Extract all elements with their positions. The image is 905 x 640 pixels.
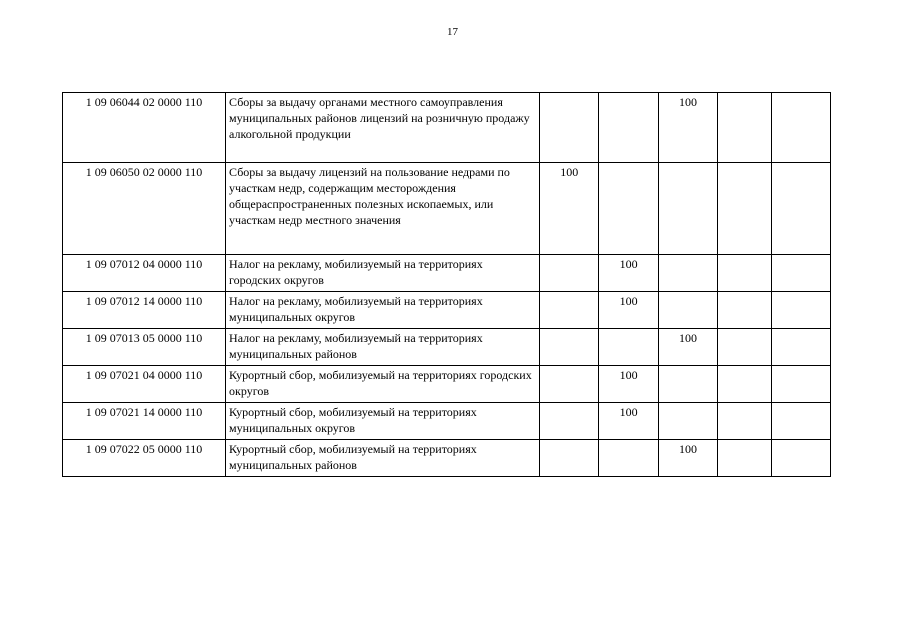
budget-code-cell: 1 09 06044 02 0000 110 — [63, 93, 226, 163]
share-cell-5 — [771, 93, 830, 163]
share-cell-3: 100 — [658, 93, 717, 163]
revenue-name-cell: Налог на рекламу, мобилизуемый на территориях муниципальных округов — [226, 292, 540, 329]
share-cell-4 — [718, 93, 771, 163]
table-row — [63, 440, 831, 477]
share-cell-4 — [718, 255, 771, 292]
share-cell-5 — [771, 163, 830, 255]
table-row — [63, 163, 831, 255]
share-cell-2 — [599, 163, 658, 255]
share-cell-4 — [718, 440, 771, 477]
share-cell-4 — [718, 163, 771, 255]
share-cell-3 — [658, 255, 717, 292]
share-cell-5 — [771, 329, 830, 366]
table-row — [63, 403, 831, 440]
table-row — [63, 329, 831, 366]
share-cell-1 — [540, 292, 599, 329]
share-cell-2: 100 — [599, 255, 658, 292]
share-cell-1 — [540, 440, 599, 477]
share-cell-3 — [658, 163, 717, 255]
revenue-name-cell: Налог на рекламу, мобилизуемый на территориях городских округов — [226, 255, 540, 292]
share-cell-4 — [718, 403, 771, 440]
budget-code-cell: 1 09 07021 04 0000 110 — [63, 366, 226, 403]
share-cell-1 — [540, 329, 599, 366]
share-cell-1 — [540, 255, 599, 292]
budget-code-cell: 1 09 06050 02 0000 110 — [63, 163, 226, 255]
revenue-name-cell: Курортный сбор, мобилизуемый на территориях муниципальных округов — [226, 403, 540, 440]
share-cell-2 — [599, 93, 658, 163]
share-cell-3: 100 — [658, 329, 717, 366]
budget-code-cell: 1 09 07021 14 0000 110 — [63, 403, 226, 440]
revenue-name-cell: Сборы за выдачу лицензий на пользование недрами по участкам недр, содержащим месторождения общераспространенных полезных ископаемых, или участкам недр местного значения — [226, 163, 540, 255]
page-number: 17 — [447, 26, 458, 38]
share-cell-4 — [718, 292, 771, 329]
share-cell-5 — [771, 292, 830, 329]
share-cell-5 — [771, 255, 830, 292]
table-row — [63, 366, 831, 403]
share-cell-1: 100 — [540, 163, 599, 255]
share-cell-3 — [658, 366, 717, 403]
share-cell-5 — [771, 403, 830, 440]
table-row — [63, 255, 831, 292]
share-cell-4 — [718, 329, 771, 366]
share-cell-1 — [540, 93, 599, 163]
revenue-name-cell: Налог на рекламу, мобилизуемый на территориях муниципальных районов — [226, 329, 540, 366]
revenue-name-cell: Сборы за выдачу органами местного самоуправления муниципальных районов лицензий на розничную продажу алкогольной продукции — [226, 93, 540, 163]
share-cell-1 — [540, 403, 599, 440]
budget-code-cell: 1 09 07012 14 0000 110 — [63, 292, 226, 329]
share-cell-5 — [771, 366, 830, 403]
share-cell-3: 100 — [658, 440, 717, 477]
share-cell-2: 100 — [599, 403, 658, 440]
budget-code-cell: 1 09 07013 05 0000 110 — [63, 329, 226, 366]
share-cell-1 — [540, 366, 599, 403]
revenue-table — [62, 92, 831, 477]
budget-code-cell: 1 09 07022 05 0000 110 — [63, 440, 226, 477]
budget-code-cell: 1 09 07012 04 0000 110 — [63, 255, 226, 292]
share-cell-4 — [718, 366, 771, 403]
table-row — [63, 292, 831, 329]
share-cell-2 — [599, 329, 658, 366]
share-cell-2: 100 — [599, 366, 658, 403]
share-cell-2: 100 — [599, 292, 658, 329]
share-cell-3 — [658, 292, 717, 329]
revenue-name-cell: Курортный сбор, мобилизуемый на территориях городских округов — [226, 366, 540, 403]
share-cell-3 — [658, 403, 717, 440]
table-row — [63, 93, 831, 163]
share-cell-5 — [771, 440, 830, 477]
share-cell-2 — [599, 440, 658, 477]
revenue-name-cell: Курортный сбор, мобилизуемый на территориях муниципальных районов — [226, 440, 540, 477]
